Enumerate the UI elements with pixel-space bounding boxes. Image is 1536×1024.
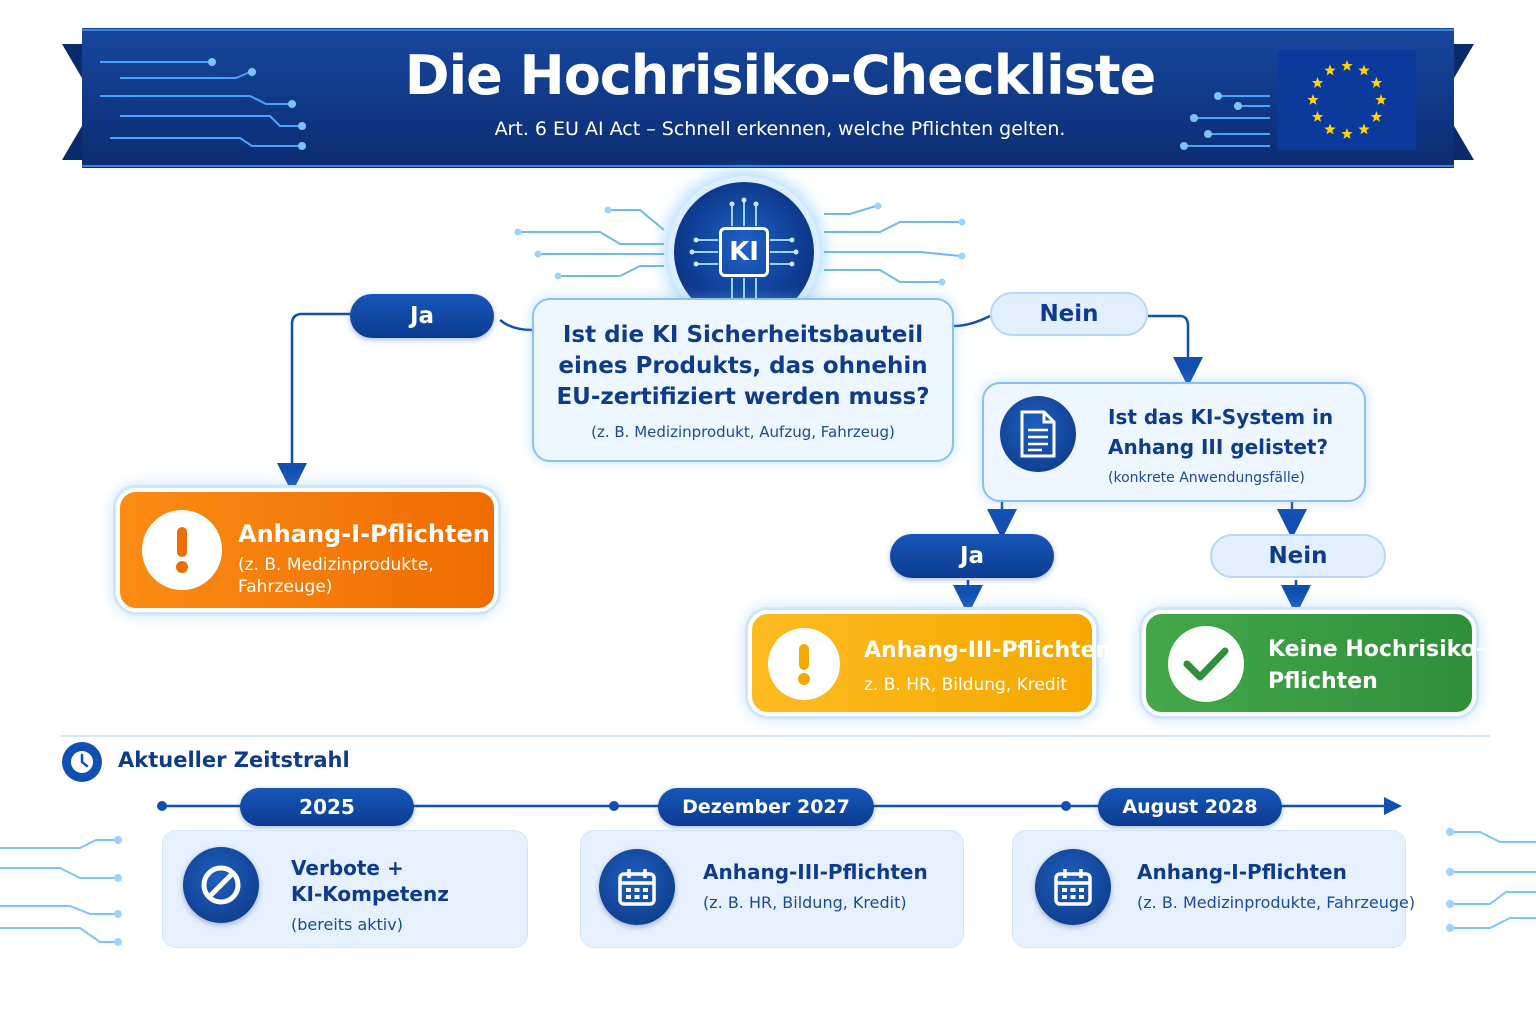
exclamation-icon	[768, 628, 840, 700]
document-icon	[1000, 396, 1076, 472]
chip-circuit-left	[520, 210, 664, 276]
question1-line: EU-zertifiziert werden muss?	[556, 384, 930, 410]
result-title: Anhang-I-Pflichten	[238, 520, 490, 548]
question-box-annex-iii	[982, 382, 1366, 502]
milestone-subtitle: (z. B. Medizinprodukte, Fahrzeuge)	[1137, 893, 1416, 912]
timeline-milestone-2025	[162, 830, 528, 948]
milestone-title: Verbote +	[291, 856, 404, 880]
yes-label: Ja	[350, 294, 494, 338]
milestone-title: Anhang-III-Pflichten	[703, 860, 928, 884]
prohibited-icon	[183, 847, 259, 923]
calendar-icon	[1035, 849, 1111, 925]
clock-icon	[62, 742, 102, 782]
result-subtitle: (z. B. Medizinprodukte,	[238, 555, 434, 575]
page-title: Die Hochrisiko-Checkliste	[404, 44, 1156, 107]
result-annex-i-obligations	[116, 488, 498, 612]
result-subtitle: Fahrzeuge)	[238, 577, 333, 597]
timeline-date: August 2028	[1098, 788, 1282, 826]
no-label: Nein	[990, 292, 1148, 336]
result-annex-iii-obligations	[748, 610, 1112, 716]
circuit-decoration-bottom-left	[0, 840, 116, 942]
no-label-annex-iii: Nein	[1210, 534, 1386, 578]
exclamation-icon	[142, 510, 222, 590]
result-title: Pflichten	[1268, 669, 1378, 694]
question1-line: eines Produkts, das ohnehin	[558, 353, 928, 379]
question-box-safety-component	[532, 298, 954, 462]
milestone-subtitle: (bereits aktiv)	[291, 915, 403, 934]
chip-label: KI	[719, 227, 769, 277]
yes-label-annex-iii: Ja	[890, 534, 1054, 578]
timeline-date: 2025	[240, 788, 414, 826]
milestone-subtitle: (z. B. HR, Bildung, Kredit)	[703, 893, 907, 912]
result-subtitle: z. B. HR, Bildung, Kredit	[864, 675, 1068, 695]
calendar-icon	[599, 849, 675, 925]
question1-example: (z. B. Medizinprodukt, Aufzug, Fahrzeug)	[591, 423, 895, 441]
timeline-date: Dezember 2027	[658, 788, 874, 826]
milestone-title: Anhang-I-Pflichten	[1137, 860, 1347, 884]
checkmark-icon	[1168, 626, 1244, 702]
question2-line: Anhang III gelistet?	[1108, 435, 1329, 459]
timeline-milestone-aug-2028	[1012, 830, 1416, 948]
page-subtitle: Art. 6 EU AI Act – Schnell erkennen, welche Pflichten gelten.	[494, 118, 1066, 140]
chip-circuit-right	[824, 206, 960, 282]
result-title: Keine Hochrisiko-	[1268, 637, 1485, 662]
question1-line: Ist die KI Sicherheitsbauteil	[562, 322, 924, 348]
circuit-decoration-bottom-right	[1452, 832, 1536, 928]
result-no-high-risk-obligations	[1142, 610, 1485, 716]
timeline-heading: Aktueller Zeitstrahl	[118, 748, 350, 772]
milestone-title: KI-Kompetenz	[291, 882, 449, 906]
timeline-milestone-dec-2027	[580, 830, 964, 948]
question2-line: Ist das KI-System in	[1108, 405, 1334, 429]
question2-note: (konkrete Anwendungsfälle)	[1108, 470, 1305, 486]
result-title: Anhang-III-Pflichten	[864, 638, 1112, 663]
